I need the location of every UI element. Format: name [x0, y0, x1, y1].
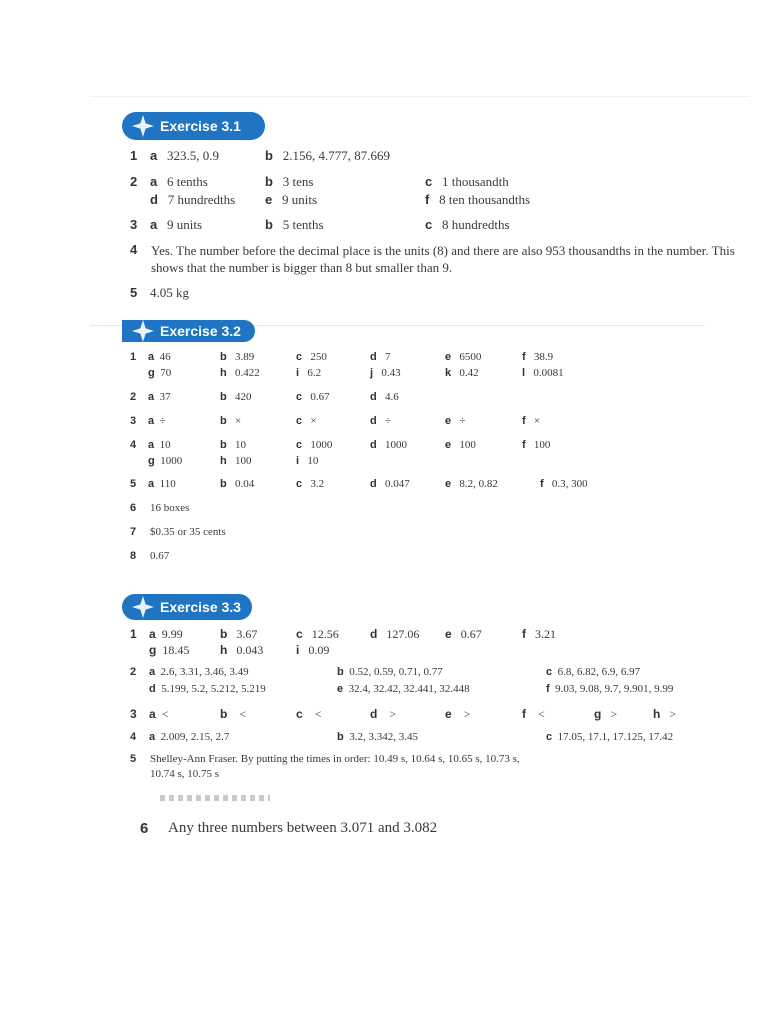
answer-text: $0.35 or 35 cents [150, 526, 226, 538]
answer-f: f 3.21 [522, 627, 556, 641]
answer-h: h > [653, 707, 677, 721]
answer-d: d 5.199, 5.2, 5.212, 5.219 [149, 683, 266, 695]
answer-c: c 3.2 [296, 478, 325, 490]
star-icon [132, 115, 154, 137]
answer-g: g > [594, 707, 618, 721]
exercise-title: Exercise 3.3 [160, 599, 241, 615]
answer-g: g 70 [148, 367, 172, 379]
question-number: 2 [130, 666, 137, 678]
answer-f: f 100 [522, 439, 551, 451]
answer-b: b 3.67 [220, 627, 258, 641]
answer-e: e 0.67 [445, 627, 482, 641]
answer-d: d 7 hundredths [150, 192, 236, 207]
question-number: 3 [130, 415, 137, 427]
answer-text: 16 boxes [150, 502, 190, 514]
answer-e: e ÷ [445, 415, 466, 427]
answer-l: l 0.0081 [522, 367, 564, 379]
answer-b: b 3.89 [220, 351, 255, 363]
answer-text: 0.67 [150, 550, 170, 562]
answer-text: Any three numbers between 3.071 and 3.082 [168, 820, 438, 836]
question-number: 3 [130, 707, 137, 721]
answer-c: c 0.67 [296, 391, 330, 403]
answer-b: b < [220, 707, 247, 721]
answer-c: c 12.56 [296, 627, 339, 641]
answer-i: i 6.2 [296, 367, 322, 379]
answer-e: e > [445, 707, 471, 721]
question-number: 5 [130, 478, 137, 490]
answer-c: c < [296, 707, 322, 721]
question-number: 6 [140, 820, 149, 837]
answer-d: d ÷ [370, 415, 392, 427]
cropped-text-fragment [160, 795, 270, 801]
answer-a: a ÷ [148, 415, 166, 427]
answer-text-line-1: Shelley-Ann Fraser. By putting the times in order: 10.49 s, 10.64 s, 10.65 s, 10.73 s, [150, 753, 520, 765]
answer-f: f 38.9 [522, 351, 554, 363]
answer-h: h 0.043 [220, 643, 264, 657]
exercise-3-3-banner [122, 594, 252, 620]
answer-a: a 110 [148, 478, 176, 490]
answer-a: a 6 tenths [150, 174, 208, 189]
answer-b: b × [220, 415, 242, 427]
answer-b: b 5 tenths [265, 217, 324, 232]
answer-a: a 37 [148, 391, 171, 403]
question-number: 1 [130, 627, 137, 641]
answer-c: c 17.05, 17.1, 17.125, 17.42 [546, 731, 674, 743]
answer-d: d 0.047 [370, 478, 410, 490]
answer-f: f × [522, 415, 541, 427]
answer-f: f 9.03, 9.08, 9.7, 9.901, 9.99 [546, 683, 674, 695]
answer-f: f 0.3, 300 [540, 478, 588, 490]
answer-f: f 8 ten thousandths [425, 192, 531, 207]
answer-a: a 9 units [150, 217, 203, 232]
question-number: 4 [130, 242, 138, 257]
answer-c: c 1000 [296, 439, 333, 451]
answer-i: i 0.09 [296, 643, 330, 657]
question-number: 7 [130, 526, 137, 538]
answer-g: g 18.45 [149, 643, 190, 657]
answer-b: b 420 [220, 391, 252, 403]
answer-c: c 6.8, 6.82, 6.9, 6.97 [546, 666, 641, 678]
answer-b: b 10 [220, 439, 246, 451]
question-number: 5 [130, 753, 137, 765]
answer-c: c × [296, 415, 317, 427]
answer-d: d 7 [370, 351, 391, 363]
question-number: 8 [130, 550, 137, 562]
question-number: 3 [130, 217, 138, 232]
answer-a: a 10 [148, 439, 171, 451]
answer-b: b 3.2, 3.342, 3.45 [337, 731, 418, 743]
answer-i: i 10 [296, 455, 319, 467]
question-number: 4 [130, 731, 137, 743]
answer-j: j 0.43 [370, 367, 401, 379]
answer-k: k 0.42 [445, 367, 479, 379]
answer-a: a < [149, 707, 169, 721]
exercise-3-2-banner [122, 320, 255, 342]
answer-h: h 100 [220, 455, 252, 467]
answer-text: 4.05 kg [150, 285, 189, 300]
answer-a: a 46 [148, 351, 171, 363]
answer-text: Yes. The number before the decimal place is the units (8) and there are also 953 thousandths in the number. This shows that the number is bigger than 8 but smaller than 9. [151, 243, 735, 275]
question-number: 2 [130, 391, 137, 403]
question-number: 1 [130, 351, 137, 363]
answer-a: a 323.5, 0.9 [150, 148, 219, 163]
answer-text-line-2: 10.74 s, 10.75 s [150, 768, 220, 780]
page-top-rule [90, 96, 750, 97]
answer-e: e 9 units [265, 192, 318, 207]
answer-d: d > [370, 707, 397, 721]
answer-b: b 2.156, 4.777, 87.669 [265, 148, 390, 163]
answer-g: g 1000 [148, 455, 183, 467]
answer-e: e 32.4, 32.42, 32.441, 32.448 [337, 683, 470, 695]
answer-e: e 8.2, 0.82 [445, 478, 498, 490]
answer-b: b 0.04 [220, 478, 255, 490]
answer-a: a 2.009, 2.15, 2.7 [149, 731, 230, 743]
question-number: 5 [130, 285, 138, 300]
answer-c: c 8 hundredths [425, 217, 510, 232]
answer-h: h 0.422 [220, 367, 260, 379]
answer-b: b 0.52, 0.59, 0.71, 0.77 [337, 666, 443, 678]
answer-e: e 6500 [445, 351, 482, 363]
exercise-3-1-banner [122, 112, 265, 140]
answer-d: d 127.06 [370, 627, 420, 641]
answer-d: d 4.6 [370, 391, 399, 403]
answer-a: a 2.6, 3.31, 3.46, 3.49 [149, 666, 249, 678]
question-number: 2 [130, 174, 138, 189]
answer-d: d 1000 [370, 439, 407, 451]
answer-f: f < [522, 707, 545, 721]
exercise-title: Exercise 3.2 [160, 323, 241, 339]
answer-e: e 100 [445, 439, 476, 451]
answer-c: c 1 thousandth [425, 174, 509, 189]
question-number: 1 [130, 148, 138, 163]
answer-b: b 3 tens [265, 174, 314, 189]
answer-c: c 250 [296, 351, 327, 363]
star-icon [132, 596, 154, 618]
answer-a: a 9.99 [149, 627, 183, 641]
question-number: 4 [130, 439, 137, 451]
question-number: 6 [130, 502, 137, 514]
star-icon [132, 320, 154, 342]
exercise-title: Exercise 3.1 [160, 118, 241, 134]
